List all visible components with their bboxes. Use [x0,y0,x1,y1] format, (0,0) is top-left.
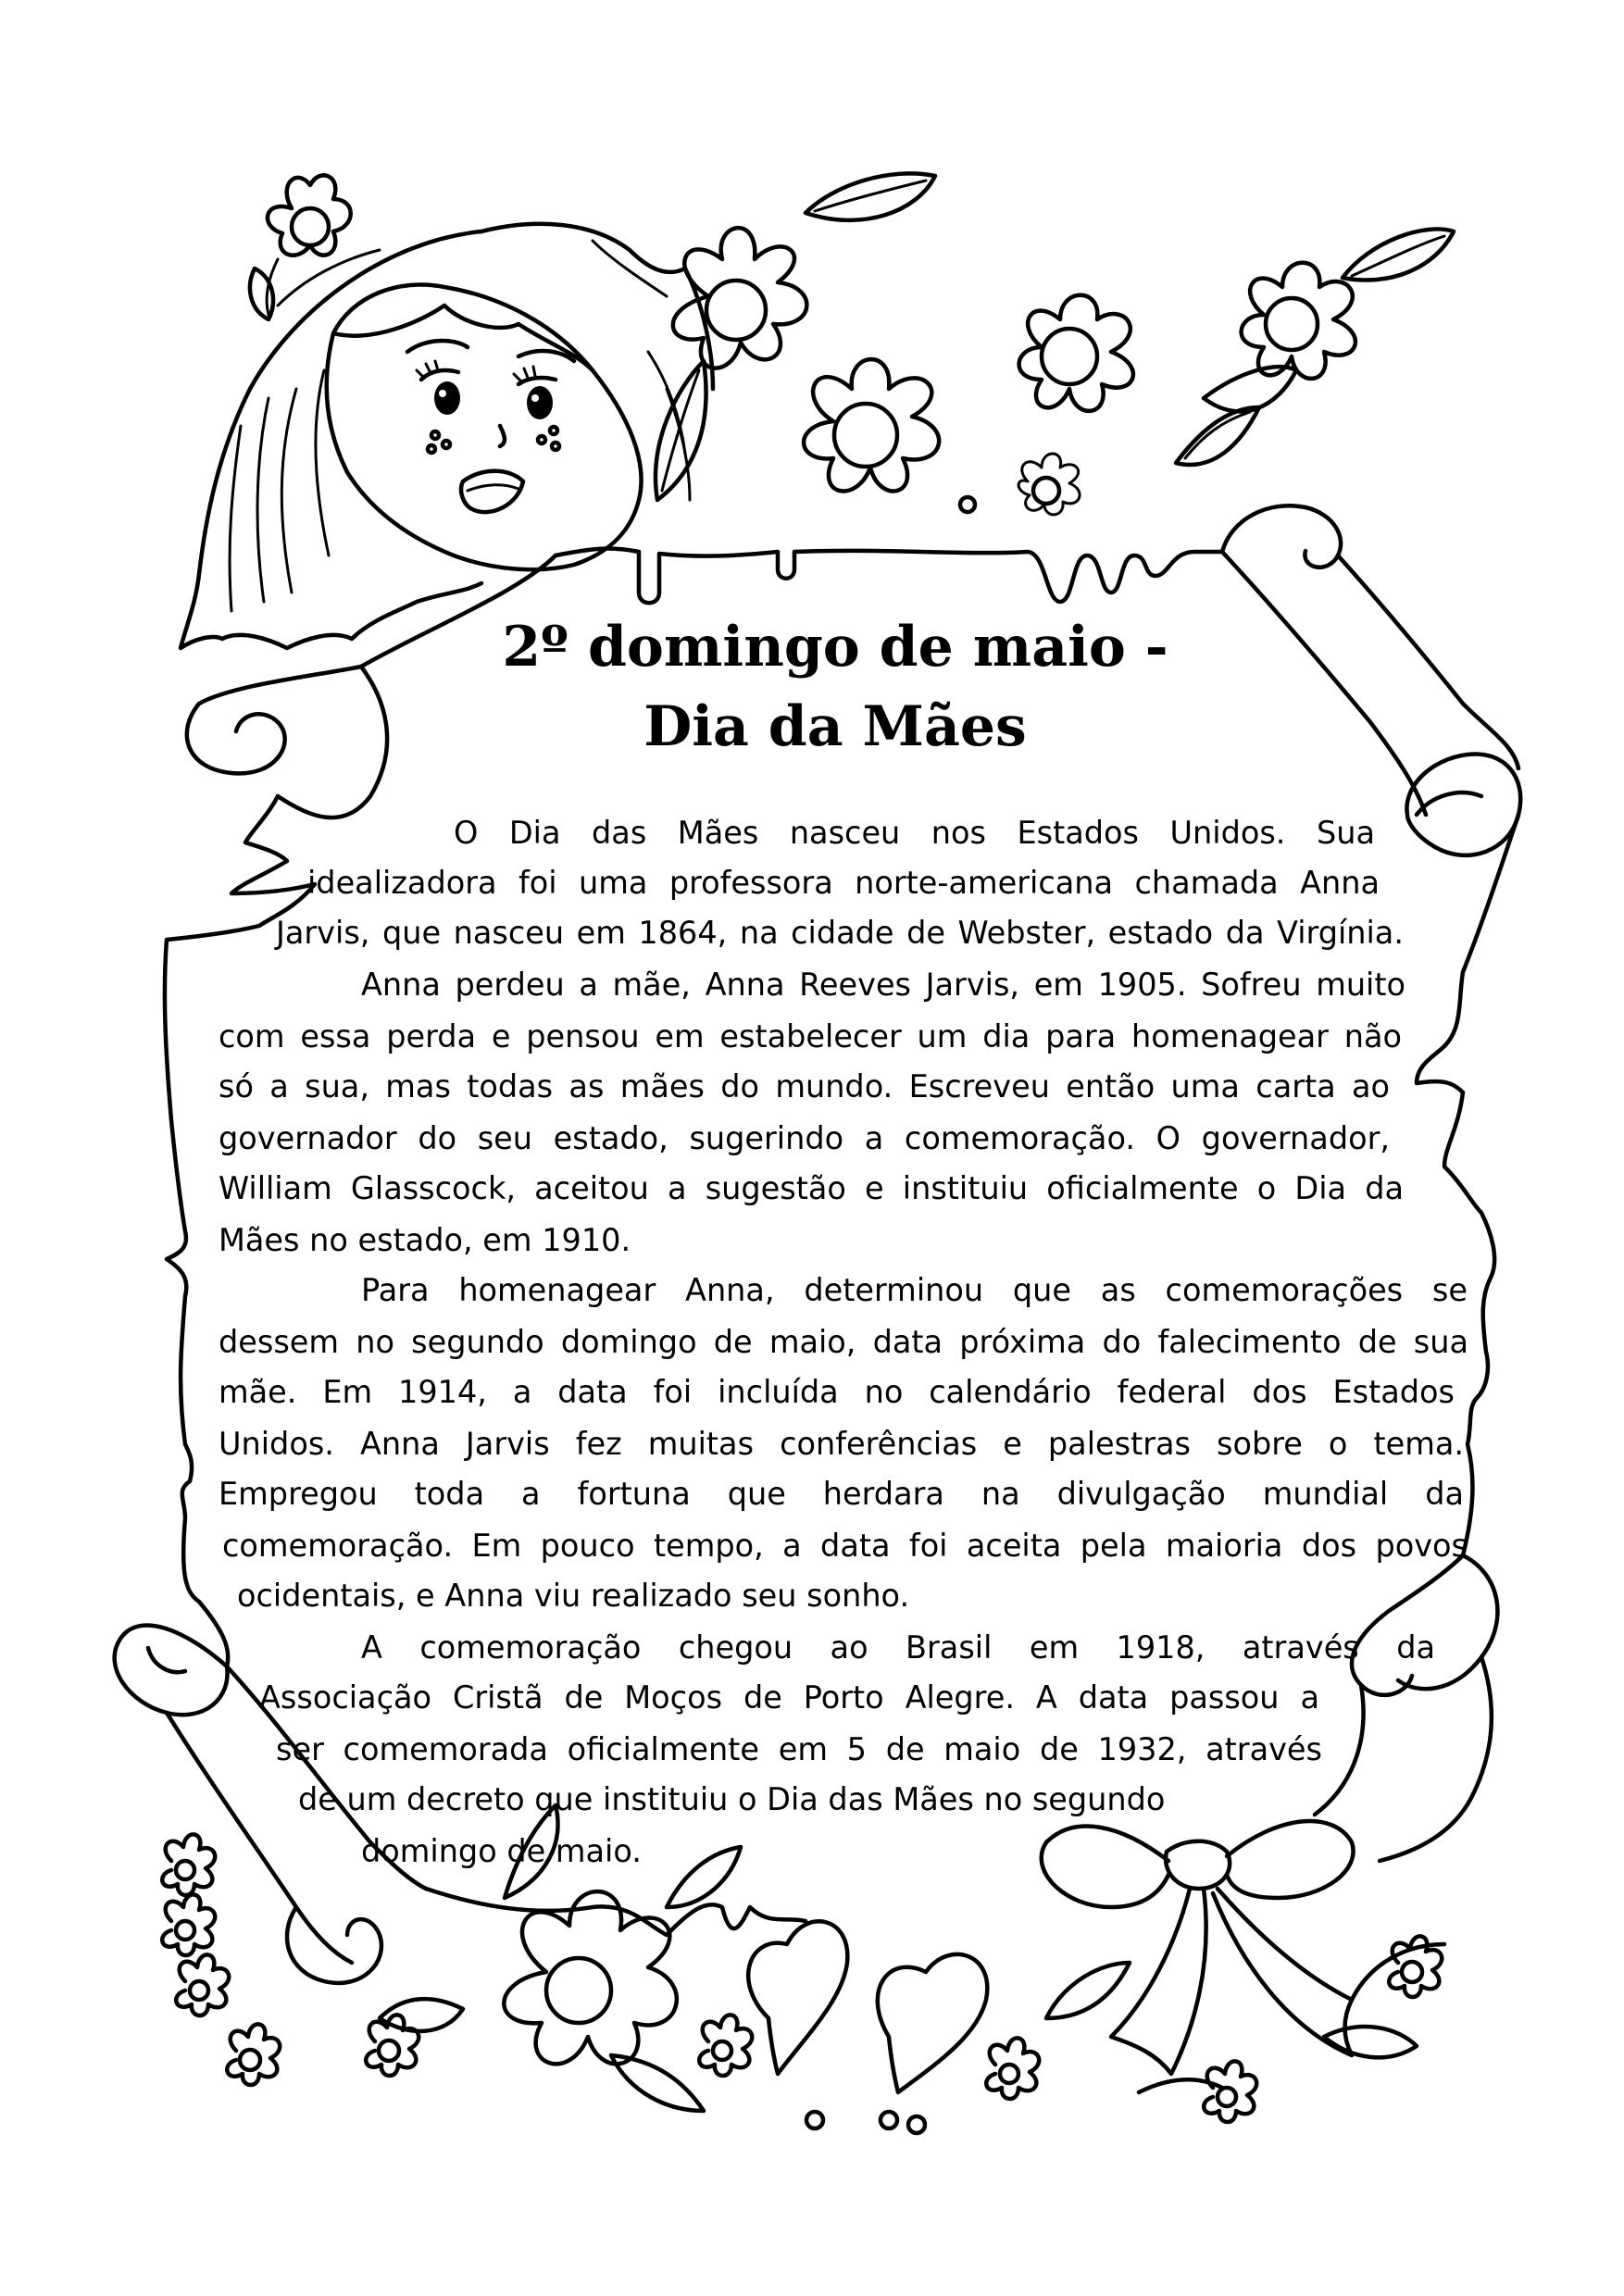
text-line: Mães no estado, em 1910. [219,1222,631,1258]
text-line: Unidos. Anna Jarvis fez muitas conferências e palestras sobre o tema. [219,1426,1464,1462]
girl-icon [181,175,713,648]
page-subtitle: Dia da Mães [643,694,1027,759]
text-line: só a sua, mas todas as mães do mundo. Escreveu então uma carta ao [219,1068,1390,1104]
text-line: William Glasscock, aceitou a sugestão e instituiu oficialmente o Dia da [219,1170,1404,1206]
text-line: Jarvis, que nasceu em 1864, na cidade de Webster, estado da Virgínia. [276,915,1404,951]
text-line: A comemoração chegou ao Brasil em 1918, através da [361,1629,1435,1666]
text-line: idealizadora foi uma professora norte-americana chamada Anna [307,865,1380,901]
page-title: 2º domingo de maio - [502,615,1168,680]
flower-icon [162,1805,1442,2133]
text-line: Anna perdeu a mãe, Anna Reeves Jarvis, em 1905. Sofreu muito [361,967,1405,1003]
text-line: com essa perda e pensou em estabelecer um dia para homenagear não [219,1018,1402,1054]
text-line: Empregou toda a fortuna que herdara na divulgação mundial da [219,1476,1464,1512]
text-line: ocidentais, e Anna viu realizado seu sonho. [237,1578,910,1614]
text-line: comemoração. Em pouco tempo, a data foi aceita pela maioria dos povos [222,1528,1468,1564]
text-line: O Dia das Mães nasceu nos Estados Unidos. Sua [454,815,1375,851]
text-line: domingo de maio. [361,1833,642,1869]
text-line: Para homenagear Anna, determinou que as comemorações se [361,1272,1468,1308]
text-line: dessem no segundo domingo de maio, data próxima do falecimento de sua [219,1324,1468,1360]
text-line: mãe. Em 1914, a data foi incluída no calendário federal dos Estados [219,1374,1455,1410]
text-line: de um decreto que instituiu o Dia das Mães no segundo [298,1781,1166,1817]
text-line: governador do seu estado, sugerindo a comemoração. O governador, [219,1120,1390,1156]
flower-icon [656,173,1454,515]
text-line: ser comemorada oficialmente em 5 de maio de 1932, através [276,1731,1322,1767]
heart-icon [748,1921,987,2092]
text-line: Associação Cristã de Moços de Porto Alegre. A data passou a [259,1679,1319,1716]
